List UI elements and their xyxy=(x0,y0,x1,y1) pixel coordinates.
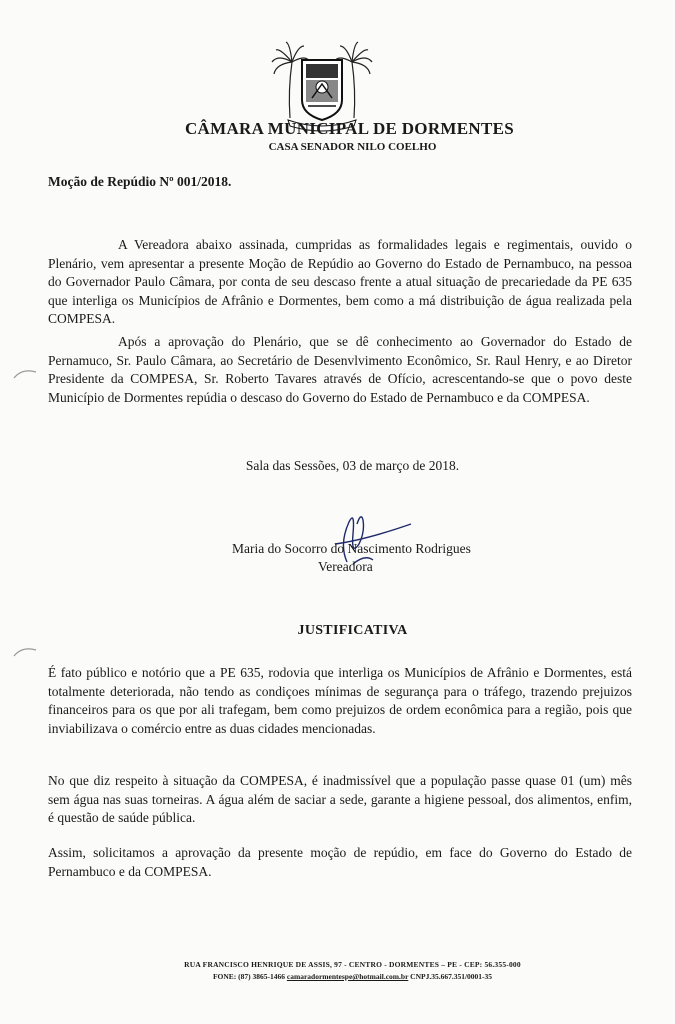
footer-address: RUA FRANCISCO HENRIQUE DE ASSIS, 97 - CENTRO - DORMENTES – PE - CEP: 56.355-000 xyxy=(184,960,521,969)
footer-contact xyxy=(0,972,675,981)
punch-hole-mark-icon xyxy=(12,644,38,658)
signer-role: Vereadora xyxy=(318,559,373,574)
signer-name: Maria do Socorro do Nascimento Rodrigues xyxy=(232,541,471,556)
footer-email[interactable]: camaradormentespe@hotmail.com.br xyxy=(286,972,409,981)
justification-paragraph-2: No que diz respeito à situação da COMPESA, é inadmissível que a população passe quase 01 (um) mês sem água nas suas torneiras. A água além de saciar a sede, garante a higiene pessoal, dos alimentos, enfim, é questão de saúde pública. xyxy=(48,773,632,826)
place-and-date: Sala das Sessões, 03 de março de 2018. xyxy=(245,458,460,473)
punch-hole-mark-icon xyxy=(12,366,38,380)
footer-phone: FONE: (87) 3865-1466 xyxy=(212,972,286,981)
motion-number: Moção de Repúdio Nº 001/2018. xyxy=(48,174,232,189)
chamber-title: CÂMARA MUNICIPAL DE DORMENTES xyxy=(184,119,515,138)
chamber-subtitle: CASA SENADOR NILO COELHO xyxy=(268,141,437,153)
justification-title: JUSTIFICATIVA xyxy=(297,623,408,638)
motion-paragraph-1: A Vereadora abaixo assinada, cumpridas as formalidades legais e regimentais, ouvido o Plenário, vem apresentar a presente Moção de Repúdio ao Governo do Estado de Pernambuco, na pessoa do Governador Paulo Câmara, por conta de seu descaso frente a atual situação de precariedade da PE 635 que interliga os Municípios de Afrânio e Dormentes, bem como a má distribuição de água realizada pela COMPESA. xyxy=(48,237,632,327)
justification-paragraph-1: É fato público e notório que a PE 635, rodovia que interliga os Municípios de Afrânio e Dormentes, está totalmente deteriorada, não tendo as condiçoes mínimas de segurança para o tráfego, trazendo prejuizos financeiros para os que por ali trafegam, bem como prejuizos de ordem econômica para a região, pois que inviabilizava o comércio entre as duas cidades mencionadas. xyxy=(48,665,632,736)
motion-paragraph-2: Após a aprovação do Plenário, que se dê conhecimento ao Governador do Estado de Pernamuco, Sr. Paulo Câmara, ao Secretário de Desenvlvimento Econômico, Sr. Raul Henry, e ao Diretor Presidente da COMPESA, Sr. Roberto Tavares através de Ofício, acrescentando-se que o povo deste Município de Dormentes repúdia o descaso do Governo do Estado de Pernambuco e da COMPESA. xyxy=(48,334,632,405)
justification-paragraph-3: Assim, solicitamos a aprovação da presente moção de repúdio, em face do Governo do Estado de Pernambuco e da COMPESA. xyxy=(48,845,632,879)
footer-cnpj: CNPJ.35.667.351/0001-35 xyxy=(410,972,493,981)
